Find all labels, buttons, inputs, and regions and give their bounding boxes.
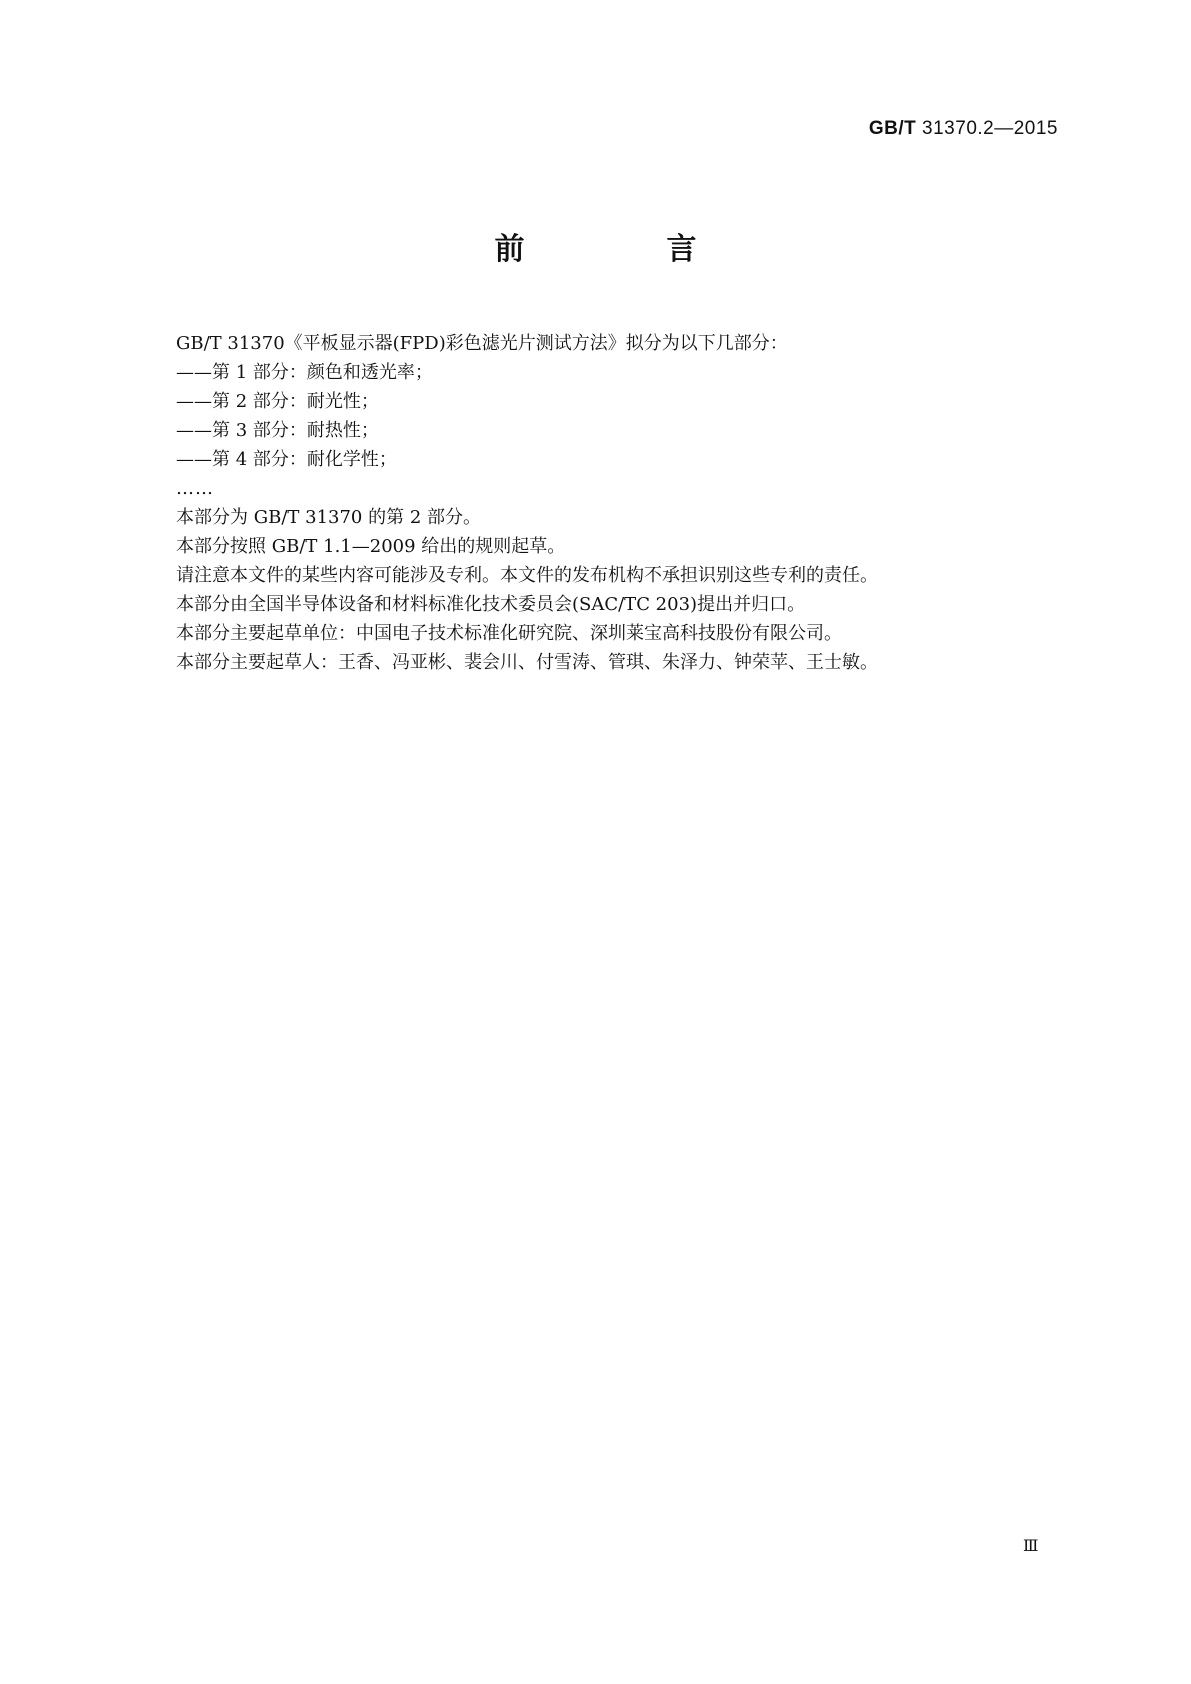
standard-number: 31370.2—2015 [922, 118, 1058, 139]
proposed-by-paragraph: 本部分由全国半导体设备和材料标准化技术委员会(SAC/TC 203)提出并归口。 [176, 594, 806, 615]
intro-paragraph: GB/T 31370《平板显示器(FPD)彩色滤光片测试方法》拟分为以下几部分： [176, 333, 788, 354]
standard-code [869, 118, 1058, 140]
part-item-3: ——第 3 部分：耐热性； [176, 420, 379, 441]
drafting-rules-paragraph: 本部分按照 GB/T 1.1—2009 给出的规则起草。 [176, 536, 566, 557]
part-item-2: ——第 2 部分：耐光性； [176, 391, 379, 412]
drafting-units-paragraph: 本部分主要起草单位：中国电子技术标准化研究院、深圳莱宝高科技股份有限公司。 [176, 623, 842, 644]
foreword-body [176, 329, 1036, 677]
part-item-1: ——第 1 部分：颜色和透光率； [176, 362, 433, 383]
this-part-paragraph: 本部分为 GB/T 31370 的第 2 部分。 [176, 507, 481, 528]
page-number: Ⅲ [1023, 1536, 1039, 1555]
patent-notice-paragraph: 请注意本文件的某些内容可能涉及专利。本文件的发布机构不承担识别这些专利的责任。 [176, 565, 878, 586]
page-title: 前 言 [494, 232, 753, 267]
part-item-4: ——第 4 部分：耐化学性； [176, 449, 397, 470]
standard-prefix: GB/T [868, 118, 917, 139]
ellipsis-line: …… [176, 478, 214, 499]
drafters-paragraph: 本部分主要起草人：王香、冯亚彬、裴会川、付雪涛、管琪、朱泽力、钟荣苹、王士敏。 [176, 652, 878, 673]
